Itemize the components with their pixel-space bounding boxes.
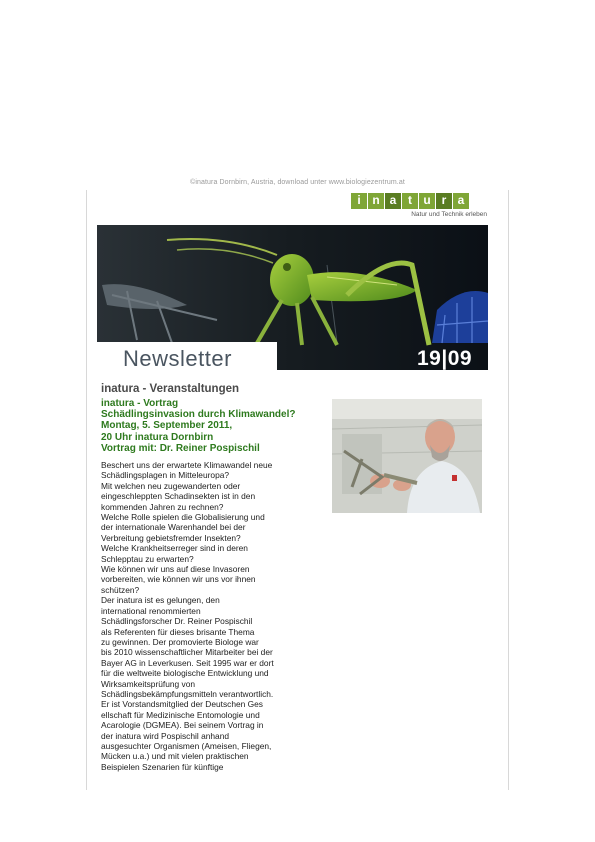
event-title: Schädlingsinvasion durch Klimawandel? [101,409,296,421]
body-line: schützen? [101,584,140,595]
speaker-photo [332,399,482,513]
body-line: bis 2010 wissenschaftlicher Mitarbeiter bei der [101,647,273,658]
body-line: Wie können wir uns auf diese Invasoren [101,564,250,575]
body-line: als Referenten für dieses brisante Thema [101,626,255,637]
event-date: Montag, 5. September 2011, [101,420,233,432]
body-line: Welche Rolle spielen die Globalisierung und [101,512,265,523]
body-line: Schlepptau zu erwarten? [101,553,194,564]
event-time-place: 20 Uhr inatura Dornbirn [101,431,214,443]
body-line: der inatura wird Pospischil anhand [101,730,230,741]
newsletter-banner [97,225,488,370]
body-line: Bayer AG in Leverkusen. Seit 1995 war er dort [101,657,274,668]
body-line: Mit welchen neu zugewanderten oder [101,480,241,491]
body-line: Schädlingsplagen in Mitteleuropa? [101,470,230,481]
newsletter-title: Newsletter [123,346,232,370]
logo-letters [351,193,489,209]
body-line: eingeschleppten Schadinsekten ist in den [101,491,256,502]
event-speaker: Vortrag mit: Dr. Reiner Pospischil [101,442,260,454]
logo-letter: a [385,193,401,209]
logo-tagline: Natur und Technik erleben [411,211,487,218]
speaker-photo-image [332,399,482,513]
body-line: Acarologie (DGMEA). Bei seinem Vortrag in [101,720,264,731]
event-info [101,398,341,454]
inatura-logo [351,193,489,219]
logo-letter: n [368,193,384,209]
body-line: kommenden Jahren zu rechnen? [101,501,224,512]
logo-letter: u [419,193,435,209]
logo-letter: a [453,193,469,209]
logo-letter: r [436,193,452,209]
issue-number: 19|09 [417,347,473,370]
body-line: Welche Krankheitserreger sind in deren [101,543,248,554]
logo-letter: i [351,193,367,209]
article-body [101,460,316,772]
body-line: Wirksamkeitsprüfung von [101,678,196,689]
body-line: Beispielen Szenarien für künftige [101,761,224,772]
copyright-notice: ©inatura Dornbirn, Austria, download unter www.biologiezentrum.at [190,179,405,186]
body-line: Schädlingsbekämpfungsmitteln verantwortlich. [101,688,274,699]
section-heading: inatura - Veranstaltungen [101,383,240,395]
body-line: Schädlingsforscher Dr. Reiner Pospischil [101,616,253,627]
body-line: Verbreitung gebietsfremder Insekten? [101,532,241,543]
event-type: inatura - Vortrag [101,398,179,409]
body-line: Mücken u.a.) und mit vielen praktischen [101,751,249,762]
body-line: Beschert uns der erwartete Klimawandel neue [101,460,273,470]
body-line: zu gewinnen. Der promovierte Biologe war [101,636,259,647]
logo-letter: t [402,193,418,209]
body-line: Er ist Vorstandsmitglied der Deutschen Ges [101,699,263,710]
body-line: für die weltweite biologische Entwicklung und [101,668,269,679]
body-line: ellschaft für Medizinische Entomologie und [101,709,260,720]
body-line: vorbereiten, wie können wir uns vor ihnen [101,574,256,585]
body-line: ausgesuchter Organismen (Ameisen, Fliegen, [101,740,272,751]
body-line: der internationale Warenhandel bei der [101,522,246,533]
body-line: Der inatura ist es gelungen, den [101,595,220,606]
body-line: international renommierten [101,605,201,616]
